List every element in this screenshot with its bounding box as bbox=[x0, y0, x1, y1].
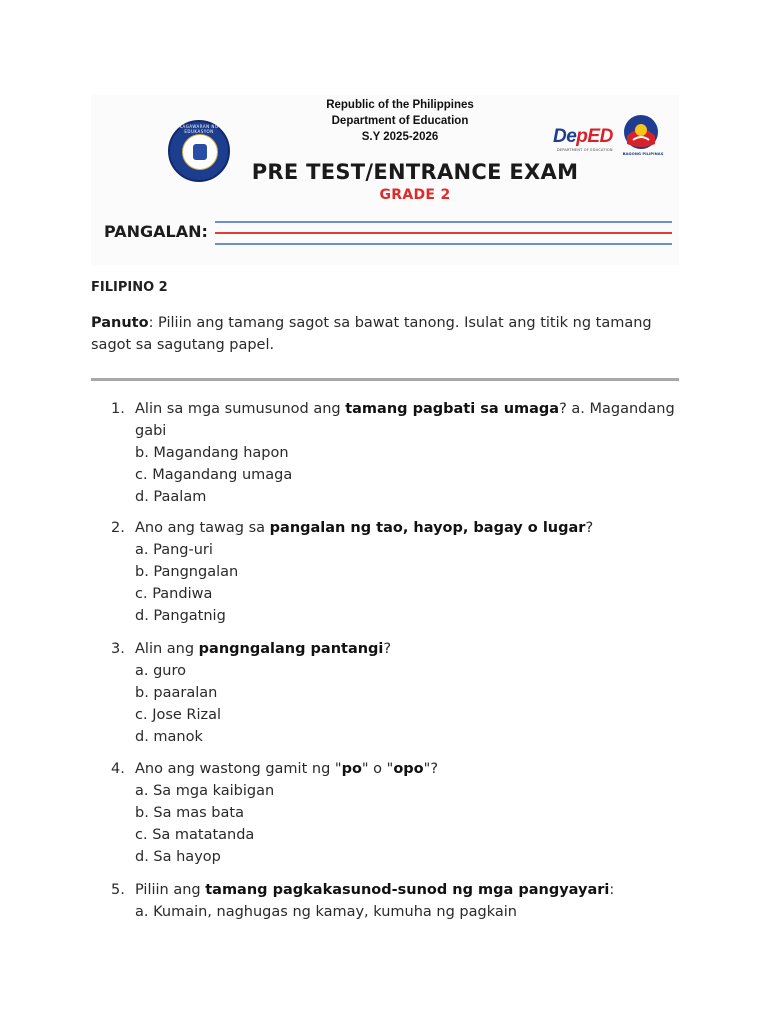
answer-option: a. Pang-uri bbox=[135, 542, 213, 558]
grade-label: GRADE 2 bbox=[379, 187, 451, 203]
answer-option: b. paaralan bbox=[135, 685, 218, 701]
answer-option: c. Sa matatanda bbox=[135, 827, 255, 843]
question-number: 2. bbox=[111, 520, 125, 536]
answer-option: c. Magandang umaga bbox=[135, 467, 293, 483]
answer-option: b. Magandang hapon bbox=[135, 445, 289, 461]
question-number: 1. bbox=[111, 401, 125, 417]
name-label: PANGALAN: bbox=[104, 222, 208, 241]
question-stem: Alin ang pangngalang pantangi? bbox=[135, 641, 392, 657]
name-line-bottom bbox=[215, 243, 672, 245]
answer-option: c. Jose Rizal bbox=[135, 707, 222, 723]
question-2 bbox=[111, 517, 681, 627]
question-number: 4. bbox=[111, 761, 125, 777]
question-4 bbox=[111, 758, 681, 868]
question-5 bbox=[111, 879, 681, 923]
answer-option: b. Sa mas bata bbox=[135, 805, 244, 821]
question-1 bbox=[111, 398, 681, 508]
government-heading bbox=[290, 97, 510, 145]
bagong-pilipinas-logo bbox=[623, 114, 659, 150]
question-stem: Ano ang wastong gamit ng "po" o "opo"? bbox=[135, 761, 439, 777]
section-divider bbox=[91, 378, 679, 381]
name-line-top bbox=[215, 221, 672, 223]
answer-option: d. manok bbox=[135, 729, 203, 745]
subject-heading: FILIPINO 2 bbox=[91, 280, 168, 295]
instruction-label: Panuto bbox=[91, 315, 149, 331]
question-3 bbox=[111, 638, 681, 748]
exam-title: PRE TEST/ENTRANCE EXAM bbox=[251, 160, 579, 184]
answer-option: a. guro bbox=[135, 663, 187, 679]
question-stem: Alin sa mga sumusunod ang tamang pagbati sa umaga? a. Magandang gabi bbox=[135, 401, 675, 439]
question-number: 5. bbox=[111, 882, 125, 898]
question-number: 3. bbox=[111, 641, 125, 657]
school-year-line: S.Y 2025-2026 bbox=[361, 131, 439, 143]
bagong-pilipinas-caption: BAGONG PILIPINAS bbox=[622, 151, 664, 156]
instruction-text: : Piliin ang tamang sagot sa bawat tanong. Isulat ang titik ng tamang sagot sa sagutang papel. bbox=[91, 315, 652, 353]
answer-option: a. Sa mga kaibigan bbox=[135, 783, 275, 799]
answer-option: d. Pangatnig bbox=[135, 608, 226, 624]
department-line: Department of Education bbox=[331, 115, 469, 127]
instructions bbox=[91, 312, 671, 356]
name-writing-line[interactable] bbox=[215, 232, 672, 234]
answer-option: d. Sa hayop bbox=[135, 849, 221, 865]
answer-option: b. Pangngalan bbox=[135, 564, 239, 580]
question-stem: Ano ang tawag sa pangalan ng tao, hayop, bagay o lugar? bbox=[135, 520, 594, 536]
answer-option: d. Paalam bbox=[135, 489, 207, 505]
seal-text: KAGAWARAN NG EDUKASYON bbox=[179, 124, 219, 134]
question-stem: Piliin ang tamang pagkakasunod-sunod ng mga pangyayari: bbox=[135, 882, 615, 898]
answer-option: c. Pandiwa bbox=[135, 586, 213, 602]
republic-line: Republic of the Philippines bbox=[326, 99, 474, 111]
deped-logo-subtitle: DEPARTMENT OF EDUCATION bbox=[557, 148, 613, 152]
deped-logo: DepED bbox=[553, 126, 613, 147]
answer-option: a. Kumain, naghugas ng kamay, kumuha ng pagkain bbox=[135, 904, 517, 920]
